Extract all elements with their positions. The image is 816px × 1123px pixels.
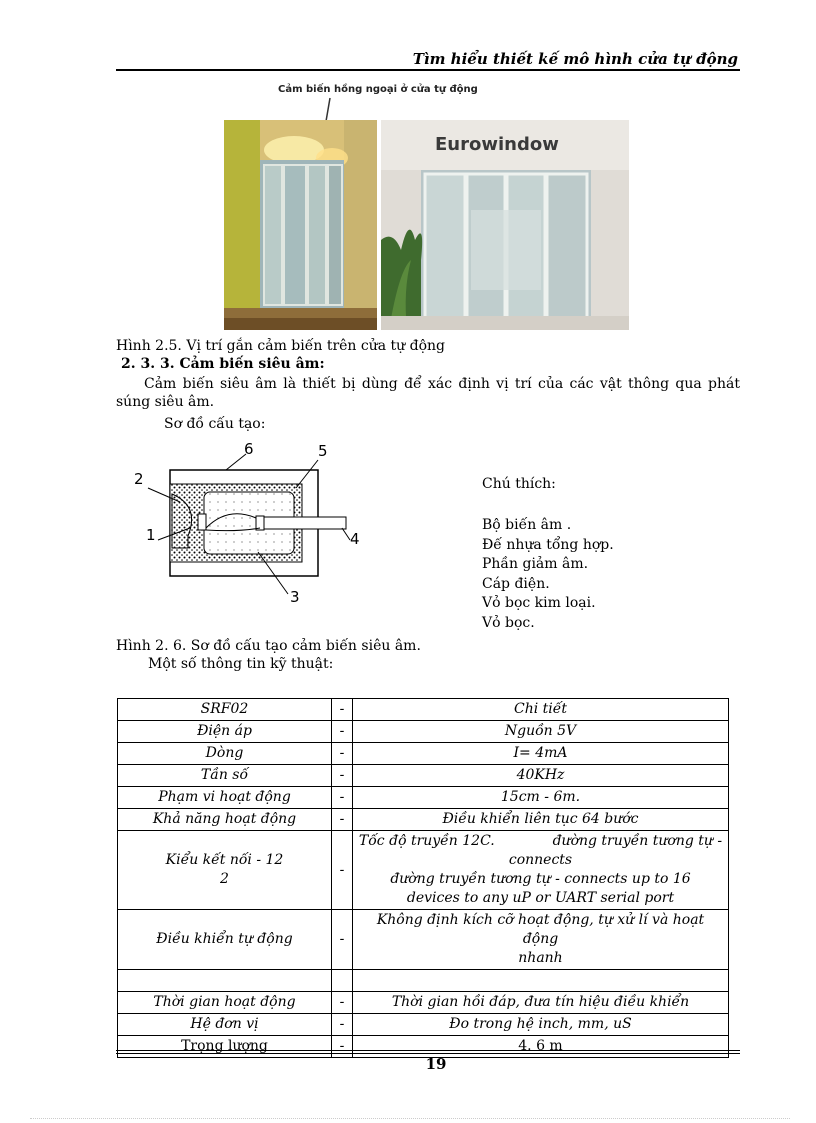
page-number: 19	[425, 1055, 447, 1073]
spec-sep: -	[332, 992, 353, 1014]
table-row	[118, 787, 729, 809]
legend-item: Đế nhựa tổng hợp.	[482, 536, 614, 553]
spec-name: Điện áp	[118, 721, 332, 743]
spec-name: SRF02	[118, 699, 332, 721]
spec-sep: -	[332, 699, 353, 721]
table-row	[118, 1014, 729, 1036]
legend-item: Cáp điện.	[482, 575, 550, 592]
spec-name: Điều khiển tự động	[118, 910, 332, 970]
spec-value-line: nhanh	[518, 950, 563, 966]
door-photo-left	[224, 120, 377, 330]
spec-name: Tần số	[118, 765, 332, 787]
table-row	[118, 765, 729, 787]
diagram-intro: Sơ đồ cấu tạo:	[164, 416, 266, 432]
ultrasonic-sensor-diagram	[128, 436, 368, 606]
header-rule	[116, 69, 740, 71]
spec-name: Thời gian hoạt động	[118, 992, 332, 1014]
table-row	[118, 831, 729, 910]
spec-sep: -	[332, 787, 353, 809]
eurowindow-sign: Eurowindow	[435, 134, 559, 155]
running-header: Tìm hiểu thiết kế mô hình cửa tự động	[412, 50, 738, 68]
spec-value: 40KHz	[353, 765, 729, 787]
diagram-label-3: 3	[290, 588, 300, 606]
table-row	[118, 699, 729, 721]
spec-sep: -	[332, 1014, 353, 1036]
spec-name-line: 2	[220, 871, 229, 887]
table-row	[118, 721, 729, 743]
spec-name-line: Kiểu kết nối - 12	[165, 852, 284, 868]
spec-value-line: Không định kích cỡ hoạt động, tự xử lí và hoạt động	[376, 912, 705, 947]
table-row	[118, 743, 729, 765]
figure-2-6-caption: Hình 2. 6. Sơ đồ cấu tạo cảm biến siêu âm.	[116, 638, 421, 654]
door-photo-right	[381, 120, 629, 330]
spec-sep: -	[332, 721, 353, 743]
specs-intro: Một số thông tin kỹ thuật:	[148, 656, 334, 672]
spec-name: Trọng lượng	[118, 1036, 332, 1058]
spec-value-line: connects	[508, 852, 573, 868]
diagram-label-1: 1	[146, 526, 156, 544]
spec-value: Đo trong hệ inch, mm, uS	[353, 1014, 729, 1036]
spec-value-line: Tốc độ truyền 12C. đường truyền tương tự -	[358, 833, 723, 849]
spec-name: Khả năng hoạt động	[118, 809, 332, 831]
table-row	[118, 992, 729, 1014]
spec-sep: -	[332, 910, 353, 970]
spec-value: Nguồn 5V	[353, 721, 729, 743]
spec-name	[118, 831, 332, 910]
legend-item: Vỏ bọc.	[482, 614, 535, 631]
footer-rule	[116, 1053, 740, 1054]
diagram-label-2: 2	[134, 470, 144, 488]
specs-table	[117, 698, 729, 1058]
footer-rule	[116, 1050, 740, 1051]
legend-item: Vỏ bọc kim loại.	[482, 595, 596, 611]
spec-name: Hệ đơn vị	[118, 1014, 332, 1036]
spec-sep: -	[332, 831, 353, 910]
diagram-label-6: 6	[244, 440, 254, 458]
spec-value: Thời gian hồi đáp, đưa tín hiệu điều khiển	[353, 992, 729, 1014]
table-row	[118, 809, 729, 831]
photo-label: Cảm biến hồng ngoại ở cửa tự động	[278, 84, 478, 95]
legend-item: Bộ biến âm .	[482, 517, 572, 533]
legend-list	[482, 516, 614, 633]
spec-value	[353, 910, 729, 970]
section-heading: 2. 3. 3. Cảm biến siêu âm:	[121, 356, 325, 372]
diagram-label-4: 4	[350, 530, 360, 548]
spec-name: Dòng	[118, 743, 332, 765]
table-row	[118, 910, 729, 970]
spec-value-line: đường truyền tương tự - connects up to 16	[390, 871, 691, 887]
spec-sep: -	[332, 765, 353, 787]
spec-value: 4. 6 m	[353, 1036, 729, 1058]
spec-sep: -	[332, 743, 353, 765]
scan-artifact	[30, 1118, 790, 1119]
table-row-empty	[118, 970, 729, 992]
spec-value: I= 4mA	[353, 743, 729, 765]
spec-value-line: devices to any uP or UART serial port	[406, 890, 675, 906]
spec-value: Điều khiển liên tục 64 bước	[353, 809, 729, 831]
spec-name: Phạm vi hoạt động	[118, 787, 332, 809]
paragraph-line-1: Cảm biến siêu âm là thiết bị dùng để xác định vị trí của các vật thông qua phát	[144, 376, 740, 392]
spec-sep: -	[332, 1036, 353, 1058]
figure-2-5-caption: Hình 2.5. Vị trí gắn cảm biến trên cửa tự động	[116, 338, 446, 354]
paragraph-line-2: súng siêu âm.	[116, 394, 215, 410]
spec-value: 15cm - 6m.	[353, 787, 729, 809]
spec-value	[353, 831, 729, 910]
diagram-label-5: 5	[318, 442, 328, 460]
legend-item: Phần giảm âm.	[482, 556, 589, 572]
spec-value: Chi tiết	[353, 699, 729, 721]
spec-sep: -	[332, 809, 353, 831]
legend-title: Chú thích:	[482, 476, 556, 492]
